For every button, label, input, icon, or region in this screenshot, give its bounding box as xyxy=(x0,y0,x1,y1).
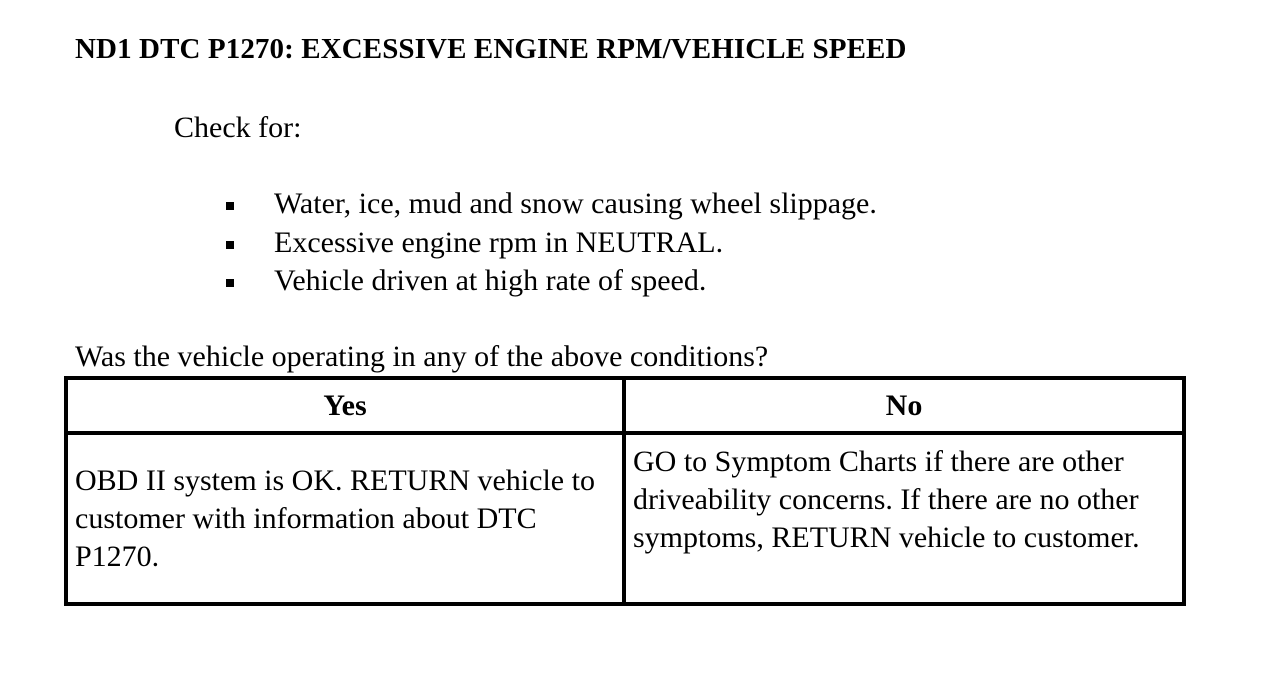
check-for-label: Check for: xyxy=(174,111,302,144)
table-row xyxy=(66,433,1184,604)
yes-action-cell: OBD II system is OK. RETURN vehicle to customer with information about DTC P1270. xyxy=(66,433,624,604)
square-bullet-icon xyxy=(226,241,234,249)
list-item-text: Water, ice, mud and snow causing wheel slippage. xyxy=(274,187,877,220)
decision-table xyxy=(64,376,1186,606)
square-bullet-icon xyxy=(226,279,234,287)
diagnostic-question: Was the vehicle operating in any of the above conditions? xyxy=(75,340,769,373)
list-item-text: Excessive engine rpm in NEUTRAL. xyxy=(274,225,724,259)
header-yes: Yes xyxy=(66,378,624,433)
list-item-text: Vehicle driven at high rate of speed. xyxy=(274,264,707,297)
square-bullet-icon xyxy=(226,202,234,210)
table-header-row xyxy=(66,378,1184,433)
no-action-cell: GO to Symptom Charts if there are other driveability concerns. If there are no other symptoms, RETURN vehicle to customer. xyxy=(624,433,1184,604)
header-no: No xyxy=(624,378,1184,433)
page-title: ND1 DTC P1270: EXCESSIVE ENGINE RPM/VEHICLE SPEED xyxy=(75,33,907,65)
